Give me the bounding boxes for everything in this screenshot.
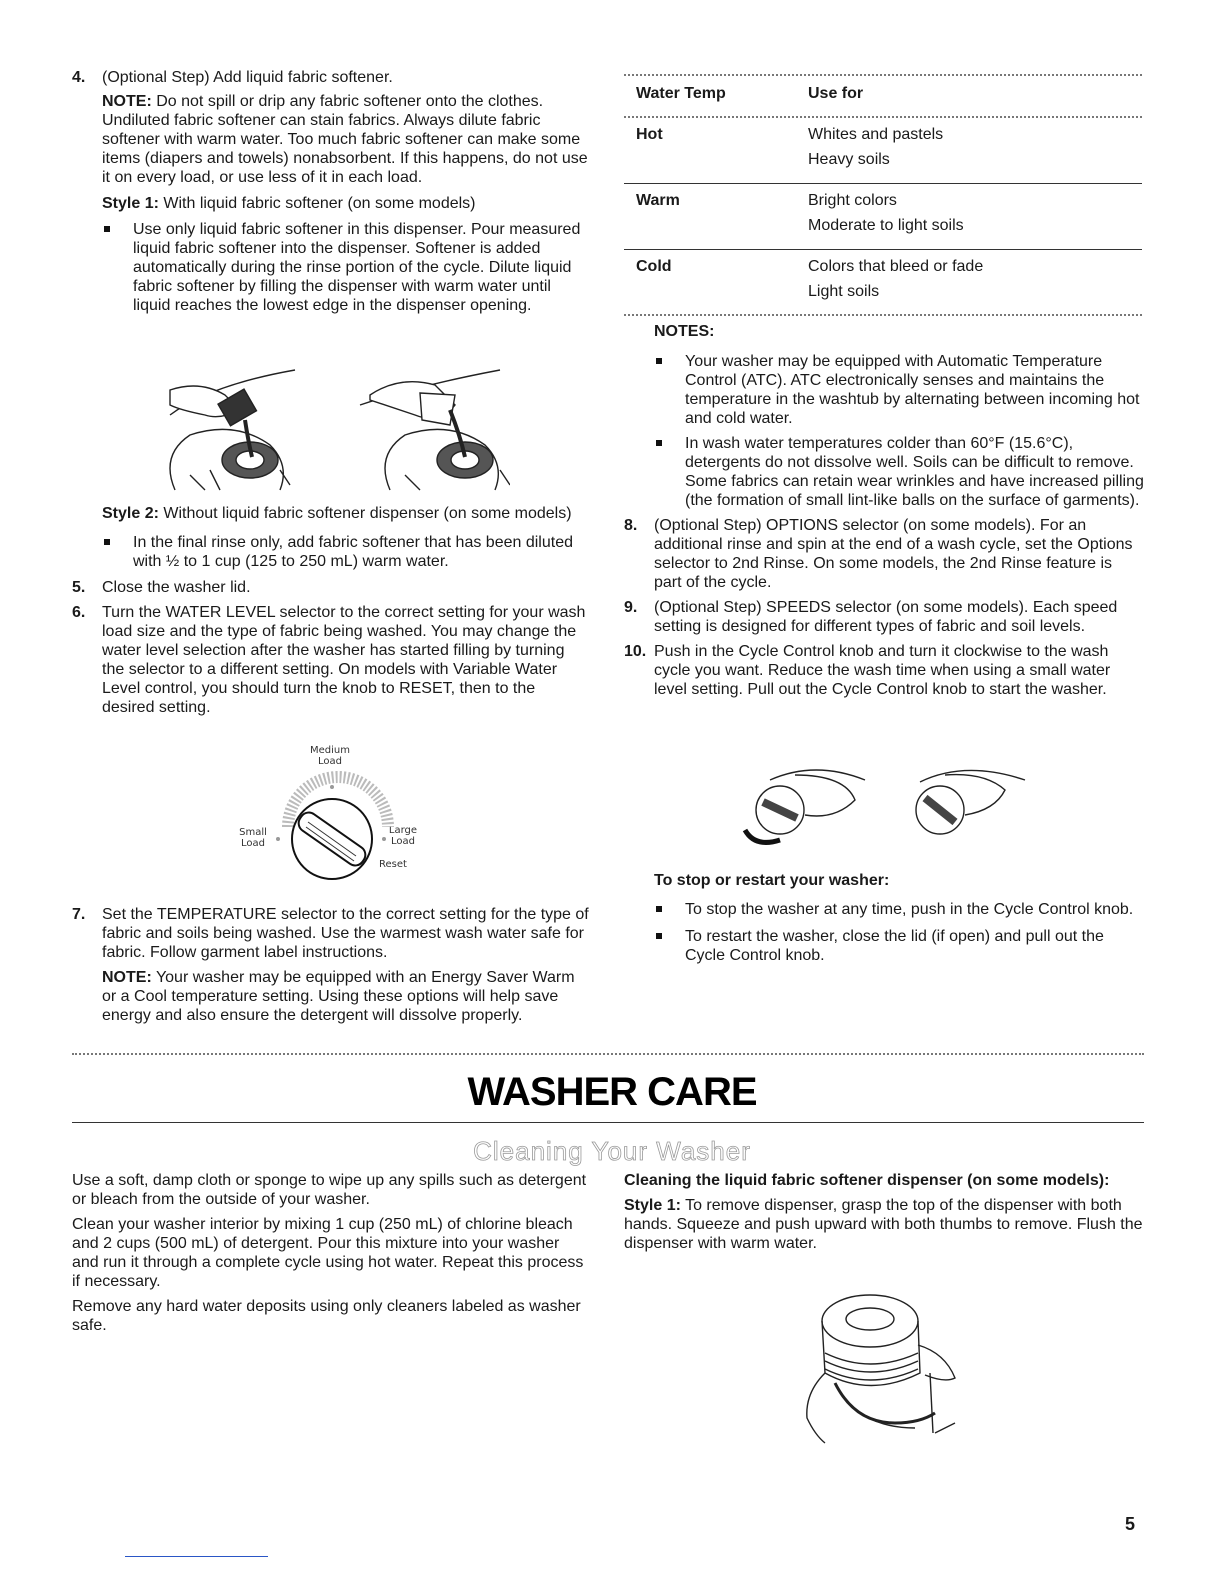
table-top-rule (624, 74, 1142, 76)
pouring-softener-illustration (150, 365, 510, 495)
step-text: Set the TEMPERATURE selector to the correct setting for the type of fabric and soils being washed. Use the warmest wash water safe for fabric. Follow garment label instructions. (102, 906, 589, 961)
note-text: Do not spill or drip any fabric softener onto the clothes. Undiluted fabric softener can stain fabrics. Always dilute fabric softener with warm water. Too much fabric softener can make some items (diapers and towels) nonabsorbent. If this happens, do not use it on every load, or use less of it in each load. (102, 93, 588, 186)
step-text: Push in the Cycle Control knob and turn it clockwise to the wash cycle you want. Reduce the wash time when using a small water level setting. Pull out the Cycle Control knob to start the washer. (654, 643, 1111, 698)
care-right-column (624, 1171, 1144, 1253)
notes-label: NOTES: (654, 323, 715, 340)
style2-text: Without liquid fabric softener dispenser (on some models) (158, 505, 572, 522)
header-water-temp: Water Temp (636, 85, 726, 102)
use-cell: Whites and pastels Heavy soils (808, 126, 944, 168)
note-bullet: Your washer may be equipped with Automatic Temperature Control (ATC). ATC electronically senses and maintains the temperature in the washtub by alternating between incoming hot and cold water. (654, 352, 1144, 428)
stop-bullet: To stop the washer at any time, push in the Cycle Control knob. (654, 900, 1144, 919)
use-cell: Bright colors Moderate to light soils (808, 192, 964, 234)
page-number: 5 (1125, 1514, 1136, 1534)
section-title: WASHER CARE (467, 1070, 757, 1114)
dial-knob-icon (270, 767, 400, 882)
dispenser-heading: Cleaning the liquid fabric softener dispenser (on some models): (624, 1172, 1110, 1189)
style2-block (72, 504, 590, 571)
row-rule (624, 183, 1142, 184)
step-text: (Optional Step) SPEEDS selector (on some models). Each speed setting is designed for different types of fabric and soil levels. (654, 599, 1118, 635)
section-divider (72, 1053, 1144, 1055)
step-number: 10. (624, 643, 647, 660)
title-rule (72, 1122, 1144, 1123)
right-column (624, 322, 1144, 699)
step-text: (Optional Step) Add liquid fabric softener. (102, 69, 393, 86)
footer-blue-rule (125, 1556, 268, 1557)
step-number: 5. (72, 579, 86, 596)
left-column (72, 68, 590, 315)
note-paragraph (102, 92, 590, 187)
style1-label: Style 1: (624, 1197, 681, 1214)
step-text: Turn the WATER LEVEL selector to the correct setting for your wash load size and the type of fabric being washed. You may change the water level selection after the washer has started filling by turning the selector to a different setting. On models with Variable Water Level control, you should turn the knob to RESET, then to the desired setting. (102, 604, 586, 716)
note-label: NOTE: (102, 93, 152, 110)
dispenser-style1 (624, 1196, 1144, 1253)
header-use-for: Use for (808, 85, 864, 102)
step-5 (72, 578, 590, 597)
temp-cell: Cold (636, 258, 672, 275)
temp-cell: Warm (636, 192, 680, 209)
dial-label-small: Small Load (239, 827, 267, 849)
row-rule (624, 249, 1142, 250)
step-number: 7. (72, 906, 86, 923)
stop-restart-heading: To stop or restart your washer: (654, 872, 890, 889)
style2-bullet: In the final rinse only, add fabric softener that has been diluted with ½ to 1 cup (125 to 250 mL) warm water. (102, 533, 590, 571)
note-paragraph (102, 968, 590, 1025)
water-temp-table (624, 84, 1142, 316)
style1-line (102, 194, 590, 213)
water-level-dial (230, 745, 430, 885)
care-paragraph: Remove any hard water deposits using only cleaners labeled as washer safe. (72, 1298, 581, 1334)
dial-label-reset: Reset (379, 859, 407, 870)
style2-line (102, 504, 590, 523)
step-6 (72, 603, 590, 717)
dial-label-large: Large Load (388, 825, 418, 847)
step-10 (624, 642, 1144, 699)
dispenser-illustration (795, 1283, 965, 1448)
note-bullet: In wash water temperatures colder than 60°F (15.6°C), detergents do not dissolve well. Soils can be difficult to remove. Some fabrics can retain wear wrinkles and have increased pilling (the formation of small lint-like balls on the surface of garments). (654, 434, 1144, 510)
use-cell: Colors that bleed or fade Light soils (808, 258, 984, 300)
style1-label: Style 1: (102, 195, 159, 212)
care-paragraph: Use a soft, damp cloth or sponge to wipe up any spills such as detergent or bleach from the outside of your washer. (72, 1172, 587, 1208)
style1-text: To remove dispenser, grasp the top of the dispenser with both hands. Squeeze and push upward with both thumbs to remove. Flush the dispenser with warm water. (624, 1197, 1143, 1252)
left-column-part2 (72, 504, 590, 717)
step-4 (72, 68, 590, 315)
step-number: 8. (624, 517, 638, 534)
step-9 (624, 598, 1144, 636)
step-text: Close the washer lid. (102, 579, 251, 596)
header-rule (624, 116, 1142, 118)
style1-text: With liquid fabric softener (on some models) (158, 195, 476, 212)
step-text: (Optional Step) OPTIONS selector (on some models). For an additional rinse and spin at the end of a wash cycle, set the Options selector to 2nd Rinse. On some models, the 2nd Rinse feature is part of the cycle. (654, 517, 1133, 591)
cycle-knob-illustration (735, 760, 1035, 860)
step-number: 6. (72, 604, 86, 621)
style2-label: Style 2: (102, 505, 159, 522)
step-number: 9. (624, 599, 638, 616)
dial-label-medium: Medium Load (310, 745, 350, 767)
style1-bullet: Use only liquid fabric softener in this dispenser. Pour measured liquid fabric softener into the dispenser. Softener is added automatically during the rinse portion of the cycle. Dilute liquid fabric softener by filling the dispenser with warm water until liquid reaches the lowest edge in the dispenser opening. (102, 220, 590, 315)
table-bottom-rule (624, 314, 1142, 316)
note-label: NOTE: (102, 969, 152, 986)
notes-block (624, 322, 1144, 510)
stop-restart-section (654, 871, 1144, 965)
stop-bullet: To restart the washer, close the lid (if open) and pull out the Cycle Control knob. (654, 927, 1144, 965)
care-paragraph: Clean your washer interior by mixing 1 cup (250 mL) of chlorine bleach and 2 cups (500 mL) of detergent. Pour this mixture into your washer and run it through a complete cycle using hot water. Repeat this process if necessary. (72, 1216, 584, 1290)
step-8 (624, 516, 1144, 592)
care-left-column (72, 1171, 590, 1335)
left-column-part3 (72, 905, 590, 1025)
section-subtitle: Cleaning Your Washer (473, 1136, 751, 1166)
step-number: 4. (72, 69, 86, 86)
note-text: Your washer may be equipped with an Energy Saver Warm or a Cool temperature setting. Using these options will help save energy and also ensure the detergent will dissolve properly. (102, 969, 575, 1024)
temp-cell: Hot (636, 126, 663, 143)
step-7 (72, 905, 590, 1025)
